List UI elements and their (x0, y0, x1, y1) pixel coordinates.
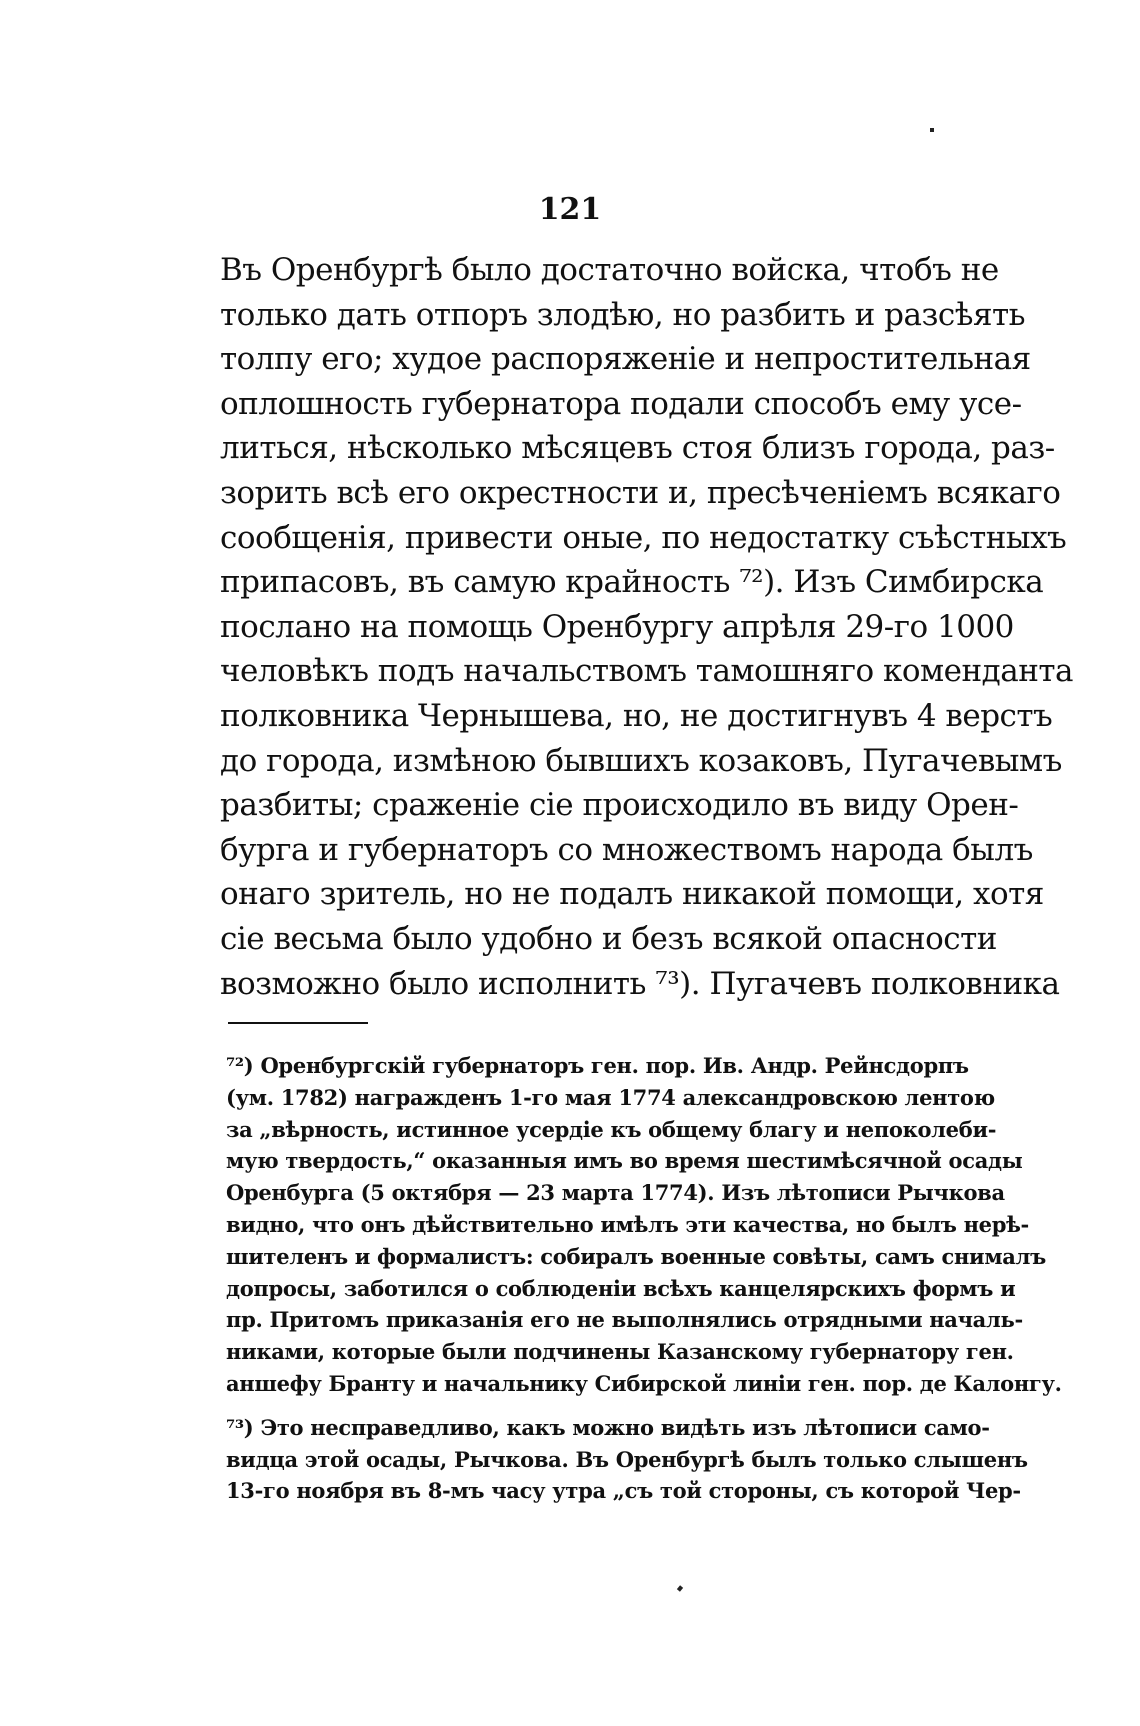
footnote-line: никами, которые были подчинены Казанскому губернатору ген. (226, 1339, 1014, 1365)
footnote-line: аншефу Бранту и начальнику Сибирской линіи ген. пор. де Калонгу. (226, 1370, 1062, 1396)
text-line: Въ Оренбургѣ было достаточно войска, чтобъ не (220, 252, 999, 288)
text-line: до города, измѣною бывшихъ козаковъ, Пугачевымъ (220, 742, 1062, 779)
footnote-line: видца этой осады, Рычкова. Въ Оренбургѣ былъ только слышенъ (226, 1446, 1028, 1472)
text-line: сіе весьма было удобно и безъ всякой опасности (220, 920, 997, 957)
footnote-72 (226, 1050, 1062, 1400)
text-line: онаго зритель, но не подалъ никакой помощи, хотя (220, 876, 1044, 913)
footnote-line: допросы, заботился о соблюденіи всѣхъ канцелярскихъ формъ и (226, 1275, 1016, 1301)
footnote-73 (226, 1412, 1028, 1507)
text-line: послано на помощь Оренбургу апрѣля 29-го 1000 (220, 608, 1014, 645)
text-line: полковника Чернышева, но, не достигнувъ 4 верстъ (220, 697, 1053, 734)
footnote-line: Оренбурга (5 октября — 23 марта 1774). Изъ лѣтописи Рычкова (226, 1180, 1005, 1206)
footnote-line: ⁷²) Оренбургскій губернаторъ ген. пор. Ив. Андр. Рейнсдорпъ (226, 1053, 969, 1078)
text-line: бурга и губернаторъ со множествомъ народа былъ (220, 831, 1033, 868)
text-line: только дать отпоръ злодѣю, но разбить и разсѣять (220, 296, 1026, 333)
footnote-line: мую твердость,“ оказанныя имъ во время шестимѣсячной осады (226, 1148, 1023, 1174)
footnote-line: видно, что онъ дѣйствительно имѣлъ эти качества, но былъ нерѣ- (226, 1211, 1029, 1237)
footnote-line: шителенъ и формалистъ: собиралъ военные совѣты, самъ снималъ (226, 1243, 1046, 1269)
text-line: литься, нѣсколько мѣсяцевъ стоя близъ города, раз- (220, 430, 1055, 467)
footnote-line: ⁷³) Это несправедливо, какъ можно видѣть изъ лѣтописи само- (226, 1414, 990, 1440)
footnotes (226, 1050, 1062, 1507)
main-text (220, 248, 1074, 1006)
text-line: возможно было исполнить ⁷³). Пугачевъ полковника (220, 965, 1060, 1002)
text-line: зорить всѣ его окрестности и, пресѣченіемъ всякаго (220, 474, 1061, 511)
page-number: 121 (538, 192, 602, 227)
text-line: сообщенія, привести оные, по недостатку съѣстныхъ (220, 519, 1067, 556)
footnote-line: за „вѣрность, истинное усердіе къ общему благу и непоколеби- (226, 1116, 997, 1142)
footnote-line: (ум. 1782) награжденъ 1-го мая 1774 александровскою лентою (226, 1084, 995, 1110)
text-line: разбиты; сраженіе сіе происходило въ виду Орен- (220, 787, 1019, 824)
text-line: толпу его; худое распоряженіе и непростительная (220, 341, 1031, 378)
text-line: оплошность губернатора подали способъ ему усе- (220, 385, 1022, 422)
bottom-ink-mark (677, 1585, 683, 1591)
footnote-line: пр. Притомъ приказанія его не выполнялись отрядными началь- (226, 1307, 1023, 1333)
text-line: человѣкъ подъ начальствомъ тамошняго коменданта (220, 653, 1074, 690)
footnote-gap (226, 1400, 916, 1412)
footnote-separator (228, 1022, 368, 1024)
top-ink-mark (930, 128, 934, 132)
footnote-line: 13-го ноября въ 8-мъ часу утра „съ той стороны, съ которой Чер- (226, 1478, 1021, 1504)
text-line: припасовъ, въ самую крайность ⁷²). Изъ Симбирска (220, 564, 1044, 601)
